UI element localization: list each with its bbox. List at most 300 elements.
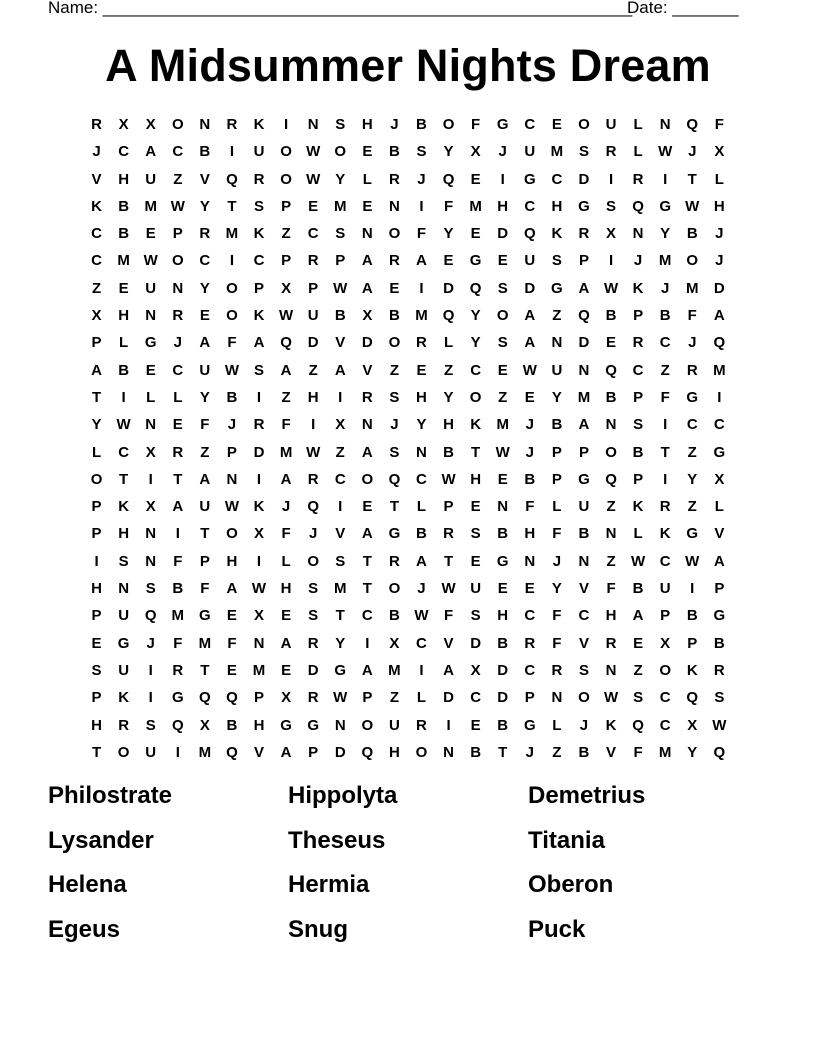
grid-letter[interactable]: S (389, 443, 400, 461)
grid-letter[interactable]: A (280, 470, 292, 488)
grid-letter[interactable]: A (361, 525, 373, 543)
grid-letter[interactable]: R (713, 661, 725, 679)
grid-letter[interactable]: O (442, 116, 455, 133)
grid-letter[interactable]: E (443, 252, 454, 270)
grid-letter[interactable]: M (198, 634, 212, 652)
grid-letter[interactable]: W (306, 170, 321, 188)
grid-letter[interactable]: C (416, 470, 427, 488)
grid-letter[interactable]: I (284, 116, 289, 133)
grid-letter[interactable]: A (713, 307, 725, 325)
grid-letter[interactable]: P (578, 443, 589, 461)
grid-letter[interactable]: X (362, 307, 373, 325)
grid-letter[interactable]: O (280, 170, 292, 188)
grid-letter[interactable]: X (145, 116, 156, 133)
grid-letter[interactable]: G (307, 716, 319, 734)
grid-letter[interactable]: H (280, 580, 292, 598)
grid-letter[interactable]: P (714, 580, 725, 598)
grid-letter[interactable]: B (416, 116, 427, 133)
grid-letter[interactable]: H (253, 716, 265, 734)
grid-letter[interactable]: Q (226, 170, 238, 188)
grid-letter[interactable]: I (256, 388, 262, 406)
grid-letter[interactable]: M (333, 580, 347, 598)
grid-letter[interactable]: U (145, 279, 157, 297)
grid-letter[interactable]: C (172, 143, 184, 161)
grid-letter[interactable]: N (659, 116, 671, 133)
grid-letter[interactable]: A (361, 279, 373, 297)
grid-letter[interactable]: G (578, 470, 590, 488)
grid-letter[interactable]: U (605, 116, 617, 133)
grid-letter[interactable]: H (713, 197, 725, 215)
grid-letter[interactable]: F (606, 580, 616, 598)
grid-letter[interactable]: W (224, 498, 240, 516)
grid-letter[interactable]: Q (361, 743, 374, 761)
grid-letter[interactable]: C (118, 443, 130, 461)
grid-letter[interactable]: A (443, 661, 454, 679)
grid-letter[interactable]: J (552, 552, 562, 570)
grid-letter[interactable]: K (118, 498, 130, 516)
grid-letter[interactable]: D (334, 743, 346, 761)
grid-letter[interactable]: W (333, 689, 348, 707)
grid-letter[interactable]: Y (335, 634, 346, 652)
grid-letter[interactable]: E (416, 361, 427, 379)
grid-letter[interactable]: B (388, 143, 400, 161)
grid-letter[interactable]: C (334, 470, 346, 488)
grid-letter[interactable]: U (199, 361, 211, 379)
grid-letter[interactable]: H (118, 170, 130, 188)
grid-letter[interactable]: W (685, 552, 700, 570)
grid-letter[interactable]: L (91, 443, 102, 461)
grid-letter[interactable]: P (335, 252, 346, 270)
grid-letter[interactable]: I (175, 525, 180, 543)
grid-letter[interactable]: J (579, 716, 589, 734)
grid-letter[interactable]: M (333, 197, 347, 215)
grid-letter[interactable]: Y (470, 334, 481, 352)
grid-letter[interactable]: D (497, 225, 509, 243)
grid-letter[interactable]: L (443, 334, 454, 352)
grid-letter[interactable]: I (229, 143, 235, 161)
grid-letter[interactable]: N (443, 743, 454, 761)
grid-letter[interactable]: E (281, 607, 292, 625)
grid-letter[interactable]: C (172, 361, 184, 379)
grid-letter[interactable]: O (334, 143, 347, 161)
grid-letter[interactable]: U (253, 143, 265, 161)
grid-letter[interactable]: R (416, 334, 427, 352)
grid-letter[interactable]: E (362, 498, 373, 516)
grid-letter[interactable]: B (388, 307, 400, 325)
grid-letter[interactable]: B (605, 388, 617, 406)
grid-letter[interactable]: V (335, 525, 346, 543)
grid-letter[interactable]: N (605, 661, 617, 679)
grid-letter[interactable]: Q (632, 716, 644, 734)
grid-letter[interactable]: M (658, 743, 672, 761)
grid-letter[interactable]: B (172, 580, 184, 598)
grid-letter[interactable]: Y (551, 580, 562, 598)
grid-letter[interactable]: X (145, 443, 156, 461)
grid-letter[interactable]: E (172, 416, 183, 434)
grid-letter[interactable]: B (686, 607, 698, 625)
grid-letter[interactable]: H (361, 116, 373, 133)
grid-letter[interactable]: R (388, 252, 400, 270)
grid-letter[interactable]: N (199, 116, 211, 133)
grid-letter[interactable]: M (577, 388, 591, 406)
grid-letter[interactable]: X (281, 689, 292, 707)
grid-letter[interactable]: N (388, 197, 400, 215)
grid-letter[interactable]: R (524, 634, 536, 652)
grid-letter[interactable]: O (605, 443, 617, 461)
grid-letter[interactable]: N (605, 525, 617, 543)
grid-letter[interactable]: R (307, 470, 319, 488)
grid-letter[interactable]: C (524, 116, 536, 133)
grid-letter[interactable]: D (253, 443, 265, 461)
grid-letter[interactable]: H (605, 607, 617, 625)
grid-letter[interactable]: L (633, 116, 643, 133)
grid-letter[interactable]: B (632, 443, 644, 461)
grid-letter[interactable]: F (227, 334, 237, 352)
grid-letter[interactable]: E (524, 580, 535, 598)
grid-letter[interactable]: I (663, 470, 668, 488)
grid-letter[interactable]: O (361, 716, 374, 734)
grid-letter[interactable]: O (171, 116, 184, 133)
grid-letter[interactable]: E (281, 661, 292, 679)
grid-letter[interactable]: T (91, 743, 102, 761)
grid-letter[interactable]: M (117, 252, 130, 270)
grid-letter[interactable]: H (551, 197, 563, 215)
grid-letter[interactable]: C (659, 334, 671, 352)
grid-letter[interactable]: I (338, 498, 343, 516)
grid-letter[interactable]: G (496, 552, 509, 570)
grid-letter[interactable]: K (253, 116, 265, 133)
grid-letter[interactable]: S (308, 607, 319, 625)
grid-letter[interactable]: Y (660, 225, 671, 243)
grid-letter[interactable]: Z (660, 361, 670, 379)
grid-letter[interactable]: O (496, 307, 509, 325)
grid-letter[interactable]: J (308, 525, 318, 543)
grid-letter[interactable]: P (551, 443, 562, 461)
grid-letter[interactable]: F (281, 525, 291, 543)
grid-letter[interactable]: I (148, 470, 153, 488)
grid-letter[interactable]: Y (443, 388, 454, 406)
grid-letter[interactable]: E (389, 279, 400, 297)
grid-letter[interactable]: G (551, 279, 563, 297)
grid-letter[interactable]: J (227, 416, 237, 434)
grid-letter[interactable]: W (279, 307, 294, 325)
grid-letter[interactable]: J (688, 334, 697, 352)
grid-letter[interactable]: X (660, 634, 671, 652)
grid-letter[interactable]: C (659, 716, 671, 734)
grid-letter[interactable]: B (497, 525, 509, 543)
grid-letter[interactable]: I (608, 252, 614, 270)
grid-letter[interactable]: E (633, 634, 644, 652)
grid-letter[interactable]: S (633, 689, 644, 707)
grid-letter[interactable]: M (252, 661, 266, 679)
grid-letter[interactable]: A (416, 552, 427, 570)
grid-letter[interactable]: J (633, 252, 643, 270)
grid-letter[interactable]: M (713, 361, 726, 379)
grid-letter[interactable]: K (632, 498, 644, 516)
grid-letter[interactable]: N (632, 225, 644, 243)
grid-letter[interactable]: A (361, 661, 373, 679)
grid-letter[interactable]: D (443, 279, 454, 297)
grid-letter[interactable]: H (470, 470, 482, 488)
grid-letter[interactable]: G (171, 689, 184, 707)
grid-letter[interactable]: E (497, 252, 508, 270)
grid-letter[interactable]: B (632, 580, 644, 598)
grid-letter[interactable]: N (524, 552, 536, 570)
grid-letter[interactable]: B (118, 361, 130, 379)
grid-letter[interactable]: O (469, 388, 482, 406)
grid-letter[interactable]: F (633, 743, 643, 761)
grid-letter[interactable]: U (524, 252, 536, 270)
grid-letter[interactable]: I (311, 416, 316, 434)
grid-letter[interactable]: Z (173, 170, 183, 188)
grid-letter[interactable]: R (416, 716, 427, 734)
grid-letter[interactable]: O (388, 334, 401, 352)
grid-letter[interactable]: B (524, 470, 536, 488)
grid-letter[interactable]: N (361, 416, 373, 434)
grid-letter[interactable]: G (659, 197, 672, 215)
grid-letter[interactable]: K (686, 661, 698, 679)
grid-letter[interactable]: O (280, 143, 292, 161)
grid-letter[interactable]: B (226, 716, 238, 734)
grid-letter[interactable]: E (145, 361, 156, 379)
grid-letter[interactable]: E (226, 661, 237, 679)
grid-letter[interactable]: N (145, 552, 157, 570)
grid-letter[interactable]: R (307, 689, 319, 707)
grid-letter[interactable]: P (443, 498, 454, 516)
grid-letter[interactable]: W (333, 279, 348, 297)
grid-letter[interactable]: M (415, 307, 428, 325)
grid-letter[interactable]: Y (443, 225, 454, 243)
grid-letter[interactable]: A (632, 607, 644, 625)
grid-letter[interactable]: N (497, 498, 509, 516)
grid-letter[interactable]: R (388, 552, 400, 570)
grid-letter[interactable]: F (552, 525, 562, 543)
grid-letter[interactable]: L (552, 498, 562, 516)
grid-letter[interactable]: R (659, 498, 671, 516)
grid-letter[interactable]: F (660, 388, 670, 406)
grid-letter[interactable]: I (365, 634, 370, 652)
grid-letter[interactable]: Y (91, 416, 102, 434)
grid-letter[interactable]: J (715, 252, 724, 270)
grid-letter[interactable]: B (470, 743, 482, 761)
grid-letter[interactable]: Q (686, 689, 699, 707)
grid-letter[interactable]: C (470, 361, 482, 379)
grid-letter[interactable]: W (441, 470, 456, 488)
grid-letter[interactable]: A (524, 307, 536, 325)
grid-letter[interactable]: A (361, 443, 373, 461)
grid-letter[interactable]: O (226, 525, 238, 543)
grid-letter[interactable]: B (334, 307, 346, 325)
grid-letter[interactable]: K (253, 498, 265, 516)
grid-letter[interactable]: K (118, 689, 130, 707)
grid-letter[interactable]: W (522, 361, 537, 379)
grid-letter[interactable]: T (200, 661, 210, 679)
grid-letter[interactable]: L (119, 334, 129, 352)
grid-letter[interactable]: H (307, 388, 319, 406)
grid-letter[interactable]: I (446, 716, 451, 734)
grid-letter[interactable]: U (145, 170, 157, 188)
grid-letter[interactable]: M (469, 197, 482, 215)
grid-letter[interactable]: T (498, 743, 508, 761)
grid-letter[interactable]: B (551, 416, 563, 434)
grid-letter[interactable]: P (254, 279, 265, 297)
grid-letter[interactable]: O (415, 743, 428, 761)
grid-letter[interactable]: V (199, 170, 210, 188)
grid-letter[interactable]: I (690, 580, 695, 598)
grid-letter[interactable]: H (388, 743, 400, 761)
grid-letter[interactable]: G (280, 716, 292, 734)
grid-letter[interactable]: G (334, 661, 347, 679)
grid-letter[interactable]: S (389, 388, 400, 406)
grid-letter[interactable]: R (551, 661, 563, 679)
grid-letter[interactable]: D (307, 334, 319, 352)
grid-letter[interactable]: H (118, 307, 130, 325)
grid-letter[interactable]: D (497, 689, 509, 707)
grid-letter[interactable]: O (307, 552, 319, 570)
grid-letter[interactable]: E (226, 607, 237, 625)
grid-letter[interactable]: U (307, 307, 319, 325)
grid-letter[interactable]: V (578, 634, 589, 652)
grid-letter[interactable]: L (633, 143, 643, 161)
grid-letter[interactable]: C (524, 197, 536, 215)
grid-letter[interactable]: W (170, 197, 185, 215)
grid-letter[interactable]: D (307, 661, 319, 679)
grid-letter[interactable]: A (253, 334, 265, 352)
grid-letter[interactable]: S (335, 552, 346, 570)
grid-letter[interactable]: W (603, 689, 619, 707)
grid-letter[interactable]: N (145, 525, 157, 543)
grid-letter[interactable]: B (686, 225, 698, 243)
grid-letter[interactable]: L (281, 552, 291, 570)
grid-letter[interactable]: P (91, 334, 102, 352)
grid-letter[interactable]: R (361, 388, 373, 406)
grid-letter[interactable]: A (280, 743, 292, 761)
grid-letter[interactable]: P (524, 689, 535, 707)
grid-letter[interactable]: I (500, 170, 505, 188)
grid-letter[interactable]: I (256, 552, 262, 570)
grid-letter[interactable]: G (199, 607, 211, 625)
grid-letter[interactable]: I (419, 197, 424, 215)
grid-letter[interactable]: O (388, 225, 401, 243)
grid-letter[interactable]: F (227, 634, 237, 652)
grid-letter[interactable]: J (525, 416, 534, 434)
grid-letter[interactable]: T (687, 170, 697, 188)
grid-letter[interactable]: E (91, 634, 102, 652)
grid-letter[interactable]: I (256, 470, 262, 488)
grid-letter[interactable]: K (91, 197, 102, 215)
grid-letter[interactable]: J (688, 143, 697, 161)
grid-letter[interactable]: I (663, 416, 668, 434)
grid-letter[interactable]: M (658, 252, 672, 270)
grid-letter[interactable]: Y (199, 388, 210, 406)
grid-letter[interactable]: W (712, 716, 727, 734)
grid-letter[interactable]: Y (199, 197, 210, 215)
grid-letter[interactable]: T (443, 552, 454, 570)
grid-letter[interactable]: O (578, 116, 590, 133)
grid-letter[interactable]: S (470, 607, 481, 625)
grid-letter[interactable]: M (550, 143, 564, 161)
grid-letter[interactable]: E (551, 116, 562, 133)
grid-letter[interactable]: I (338, 388, 343, 406)
grid-letter[interactable]: C (686, 416, 698, 434)
grid-letter[interactable]: C (524, 607, 536, 625)
grid-letter[interactable]: X (199, 716, 210, 734)
grid-letter[interactable]: A (713, 552, 725, 570)
grid-letter[interactable]: R (307, 252, 319, 270)
grid-letter[interactable]: Z (606, 552, 616, 570)
grid-letter[interactable]: V (443, 634, 454, 652)
grid-letter[interactable]: E (497, 580, 508, 598)
grid-letter[interactable]: S (551, 252, 562, 270)
grid-letter[interactable]: P (308, 743, 319, 761)
grid-letter[interactable]: R (118, 716, 130, 734)
grid-letter[interactable]: W (685, 197, 700, 215)
grid-letter[interactable]: I (175, 743, 180, 761)
grid-letter[interactable]: G (713, 443, 726, 461)
grid-letter[interactable]: B (497, 716, 509, 734)
grid-letter[interactable]: D (578, 170, 590, 188)
grid-letter[interactable]: J (417, 580, 426, 598)
grid-letter[interactable]: W (495, 443, 510, 461)
grid-letter[interactable]: P (254, 689, 265, 707)
grid-letter[interactable]: M (496, 416, 509, 434)
grid-letter[interactable]: P (172, 225, 183, 243)
grid-letter[interactable]: J (661, 279, 670, 297)
grid-letter[interactable]: F (687, 307, 697, 325)
grid-letter[interactable]: C (361, 607, 373, 625)
grid-letter[interactable]: C (91, 252, 102, 270)
grid-letter[interactable]: E (470, 716, 481, 734)
grid-letter[interactable]: J (525, 443, 534, 461)
grid-letter[interactable]: F (552, 607, 562, 625)
grid-letter[interactable]: U (145, 743, 157, 761)
grid-letter[interactable]: N (118, 580, 130, 598)
grid-letter[interactable]: J (390, 416, 399, 434)
grid-letter[interactable]: F (443, 607, 454, 625)
grid-letter[interactable]: H (91, 716, 102, 734)
grid-letter[interactable]: P (633, 388, 644, 406)
grid-letter[interactable]: U (470, 580, 482, 598)
grid-letter[interactable]: U (524, 143, 536, 161)
grid-letter[interactable]: M (225, 225, 239, 243)
grid-letter[interactable]: O (361, 470, 374, 488)
grid-letter[interactable]: V (578, 580, 589, 598)
grid-letter[interactable]: G (469, 252, 482, 270)
grid-letter[interactable]: Y (470, 307, 481, 325)
grid-letter[interactable]: H (91, 580, 102, 598)
grid-letter[interactable]: Q (171, 716, 184, 734)
grid-letter[interactable]: E (470, 552, 481, 570)
grid-letter[interactable]: N (172, 279, 184, 297)
grid-letter[interactable]: Q (686, 116, 699, 133)
grid-letter[interactable]: C (659, 689, 671, 707)
grid-letter[interactable]: Q (442, 307, 455, 325)
grid-letter[interactable]: O (117, 743, 130, 761)
grid-letter[interactable]: F (200, 416, 210, 434)
grid-letter[interactable]: E (145, 225, 156, 243)
grid-letter[interactable]: B (118, 225, 130, 243)
grid-letter[interactable]: Z (335, 443, 345, 461)
grid-letter[interactable]: W (658, 143, 673, 161)
grid-letter[interactable]: P (551, 470, 562, 488)
grid-letter[interactable]: G (686, 525, 699, 543)
grid-letter[interactable]: L (173, 388, 183, 406)
grid-letter[interactable]: E (606, 334, 617, 352)
grid-letter[interactable]: F (471, 116, 481, 133)
grid-letter[interactable]: X (714, 143, 725, 161)
grid-letter[interactable]: E (524, 388, 535, 406)
grid-letter[interactable]: Z (200, 443, 210, 461)
